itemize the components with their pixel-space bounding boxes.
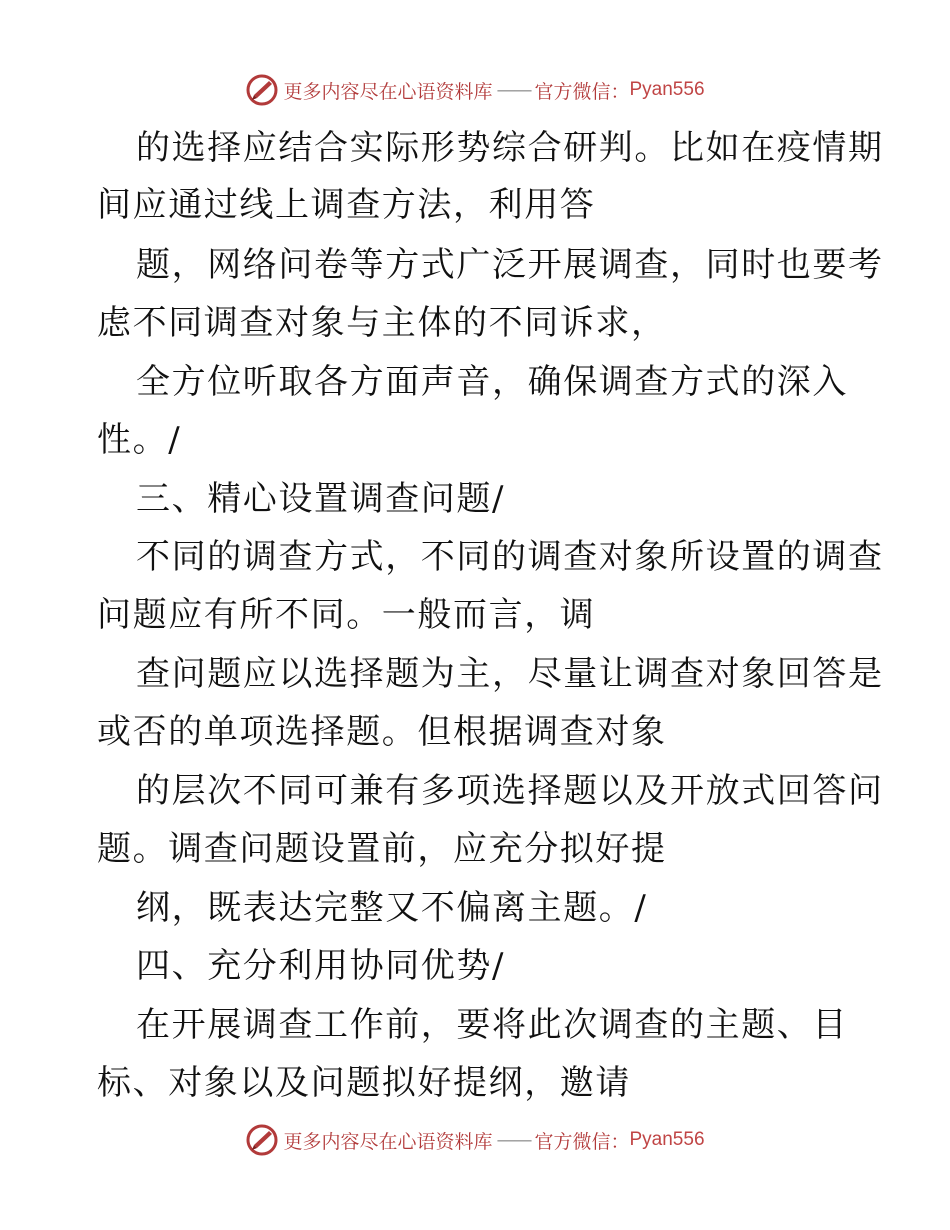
text-line: 全方位听取各方面声音，确保调查方式的深入 (136, 362, 848, 402)
wechat-handle: Pyan556 (629, 1129, 705, 1150)
wechat-label: 官方微信： (534, 1130, 630, 1153)
wechat-label: 官方微信： (534, 80, 630, 103)
watermark-separator: —— (496, 1129, 531, 1151)
section-heading: 三、精心设置调查问题/ (136, 479, 506, 519)
text-line: 不同的调查方式，不同的调查对象所设置的调查 (136, 537, 884, 577)
text-line: 或否的单项选择题。但根据调查对象 (97, 712, 667, 752)
text-line: 的选择应结合实际形势综合研判。比如在疫情期 (136, 128, 884, 168)
watermark-text: 更多内容尽在心语资料库 (283, 80, 493, 103)
text-line: 问题应有所不同。一般而言，调 (97, 595, 596, 635)
text-line: 题，网络问卷等方式广泛开展调查，同时也要考 (136, 245, 884, 285)
watermark-separator: —— (496, 79, 531, 101)
wechat-handle: Pyan556 (629, 79, 705, 100)
text-line: 间应通过线上调查方法，利用答 (97, 185, 596, 225)
section-heading: 四、充分利用协同优势/ (136, 946, 506, 986)
text-line: 查问题应以选择题为主，尽量让调查对象回答是 (136, 654, 884, 694)
text-line: 题。调查问题设置前，应充分拟好提 (97, 829, 667, 869)
text-line: 的层次不同可兼有多项选择题以及开放式回答问 (136, 771, 884, 811)
logo-icon (245, 1123, 279, 1157)
text-line: 纲，既表达完整又不偏离主题。/ (136, 888, 648, 928)
watermark-text: 更多内容尽在心语资料库 (283, 1130, 493, 1153)
text-line: 虑不同调查对象与主体的不同诉求， (97, 303, 667, 343)
watermark-banner-bottom (0, 1122, 950, 1158)
text-line: 标、对象以及问题拟好提纲，邀请 (97, 1063, 631, 1103)
text-line: 性。/ (97, 420, 182, 460)
text-line: 在开展调查工作前，要将此次调查的主题、目 (136, 1005, 848, 1045)
